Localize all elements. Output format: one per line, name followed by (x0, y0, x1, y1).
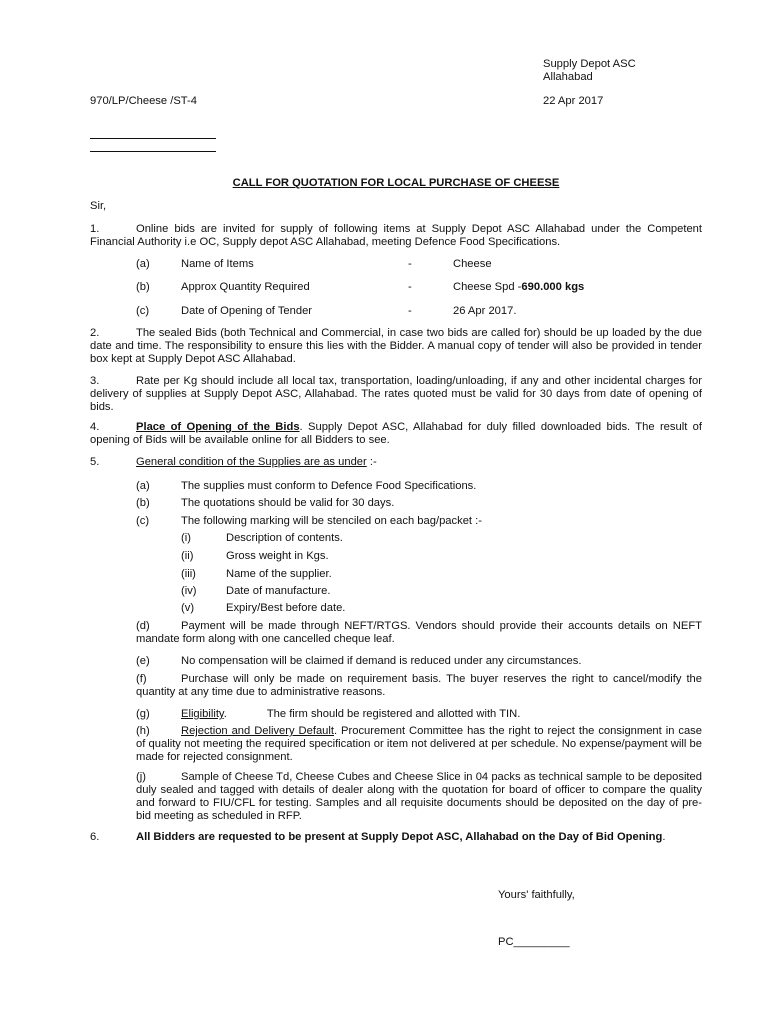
condition-j (136, 771, 702, 823)
office-line-1: Supply Depot ASC (543, 58, 636, 70)
condition-heading: Eligibility (181, 708, 224, 720)
paragraph-text: . Supply Depot ASC, Allahabad for duly filled downloaded bids. The result of opening of Bids will be available online for all Bidders to see. (90, 421, 702, 446)
quantity-amount: 690.000 kgs (521, 281, 585, 293)
marking-number: (i) (181, 532, 191, 544)
office-address (543, 58, 743, 84)
marking-text: Description of contents. (226, 532, 343, 544)
condition-text: . Procurement Committee has the right to reject the consignment in case of quality not meeting the required specification or item not delivered at per schedule. No expense/payment will be made for rejected consignment. (136, 725, 702, 763)
condition-letter: (j) (136, 771, 146, 783)
letter-date: 22 Apr 2017 (543, 95, 604, 107)
paragraph-2 (90, 327, 702, 366)
paragraph-text: Online bids are invited for supply of following items at Supply Depot ASC Allahabad under the Competent Financial Authority i.e OC, Supply depot ASC Allahabad, meeting Defence Food Specifications. (90, 223, 702, 248)
condition-text: Purchase will only be made on requirement basis. The buyer reserves the right to cancel/modify the quantity at any time due to administrative reasons. (136, 673, 702, 698)
reference-number: 970/LP/Cheese /ST-4 (90, 95, 197, 107)
condition-letter: (a) (136, 480, 150, 492)
salutation: Sir, (90, 200, 107, 212)
paragraph-number: 5. (90, 456, 100, 468)
condition-g: Eligibility. The firm should be registered and allotted with TIN. (181, 708, 521, 720)
item-row-value (453, 281, 584, 294)
paragraph-text: The sealed Bids (both Technical and Commercial, in case two bids are called for) should be up loaded by the due date and time. The responsibility to ensure this lies with the Bidder. A manual copy of tender will also be provided in tender box kept at Supply Depot ASC Allahabad. (90, 327, 702, 365)
item-row-letter: (a) (136, 258, 150, 270)
condition-letter: (e) (136, 655, 150, 667)
marking-number: (ii) (181, 550, 194, 562)
item-row-label: Approx Quantity Required (181, 281, 310, 293)
paragraph-period: . (662, 831, 666, 843)
condition-text: Payment will be made through NEFT/RTGS. Vendors should provide their accounts details on NEFT mandate form along with one cancelled cheque leaf. (136, 620, 702, 645)
paragraph-text: All Bidders are requested to be present at Supply Depot ASC, Allahabad on the Day of Bid (136, 831, 617, 843)
marking-text: Expiry/Best before date. (226, 602, 346, 614)
paragraph-number: 1. (90, 223, 100, 235)
paragraph-1 (90, 223, 702, 249)
item-row-value: 26 Apr 2017. (453, 305, 517, 317)
item-row-label: Name of Items (181, 258, 254, 270)
addressee-line-2 (90, 151, 216, 152)
condition-text: The firm should be registered and allotted with TIN. (266, 708, 521, 720)
paragraph-number: 2. (90, 327, 100, 339)
item-row-value: Cheese (453, 258, 492, 270)
condition-letter: (g) (136, 708, 150, 720)
marking-text: Name of the supplier. (226, 568, 332, 580)
condition-text: The following marking will be stenciled on each bag/packet :- (181, 515, 482, 527)
paragraph-heading: General condition of the Supplies are as under (136, 456, 367, 468)
paragraph-text-end: Opening (616, 831, 663, 843)
condition-h (136, 725, 702, 764)
paragraph-4 (90, 421, 702, 447)
condition-letter: (f) (136, 673, 147, 685)
office-line-2: Allahabad (543, 71, 593, 83)
marking-text: Date of manufacture. (226, 585, 331, 597)
item-row-label: Date of Opening of Tender (181, 305, 313, 317)
item-row-dash: - (408, 258, 412, 270)
item-row-letter: (b) (136, 281, 150, 293)
condition-heading: Rejection and Delivery Default (181, 725, 334, 737)
paragraph-5 (90, 456, 702, 469)
letter-title: CALL FOR QUOTATION FOR LOCAL PURCHASE OF CHEESE (232, 177, 560, 189)
paragraph-number: 4. (90, 421, 100, 433)
condition-text: No compensation will be claimed if demand is reduced under any circumstances. (181, 655, 582, 667)
signature-line: PC_________ (498, 936, 570, 948)
condition-text: The supplies must conform to Defence Food Specifications. (181, 480, 477, 492)
paragraph-text: Rate per Kg should include all local tax, transportation, loading/unloading, if any and other incidental charges for delivery of supplies at Supply Depot ASC, Allahabad. The rates quoted must be valid for 30 days from date of opening of bids. (90, 375, 702, 413)
quantity-prefix: Cheese Spd - (453, 281, 522, 293)
condition-letter: (b) (136, 497, 150, 509)
item-row-dash: - (408, 305, 412, 317)
condition-letter: (h) (136, 725, 150, 737)
marking-number: (iv) (181, 585, 197, 597)
valediction: Yours' faithfully, (498, 889, 575, 901)
paragraph-3 (90, 375, 702, 414)
item-row-letter: (c) (136, 305, 150, 317)
condition-d (136, 620, 702, 646)
condition-text: The quotations should be valid for 30 days. (181, 497, 395, 509)
paragraph-number: 3. (90, 375, 100, 387)
condition-text: Sample of Cheese Td, Cheese Cubes and Cheese Slice in 04 packs as technical sample to be deposited duly sealed and tagged with details of dealer along with the quotation for board of officer to compare the quality and forward to FIU/CFL for testing. Samples and all requisite documents should be deposited on the day of pre-bid meeting as scheduled in RFP. (136, 771, 702, 822)
marking-text: Gross weight in Kgs. (226, 550, 329, 562)
heading-suffix: :- (366, 456, 377, 468)
paragraph-number: 6. (90, 831, 100, 843)
condition-letter: (d) (136, 620, 150, 632)
item-row-dash: - (408, 281, 412, 293)
marking-number: (v) (181, 602, 195, 614)
condition-f (136, 673, 702, 699)
marking-number: (iii) (181, 568, 196, 580)
paragraph-6 (90, 831, 702, 844)
paragraph-heading: Place of Opening of the Bids (136, 421, 300, 433)
addressee-line-1 (90, 138, 216, 139)
condition-letter: (c) (136, 515, 150, 527)
